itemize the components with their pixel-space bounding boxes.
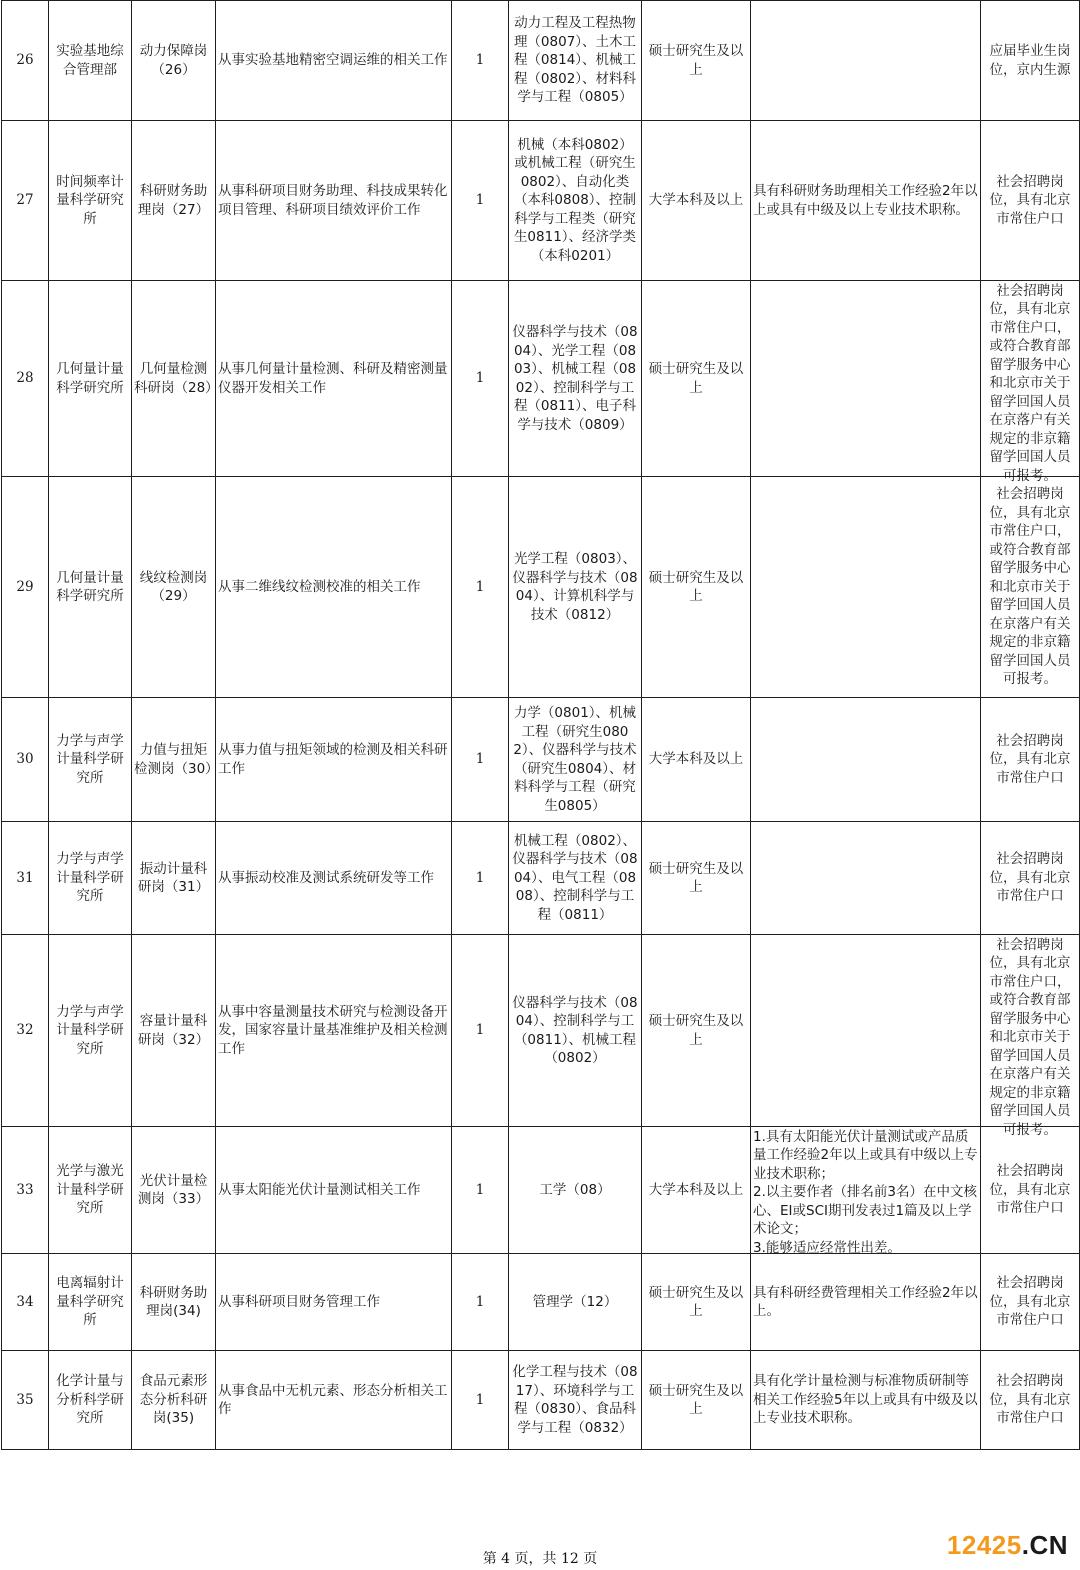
cell-count [452, 698, 509, 822]
cell-no-text: 34 [16, 1293, 34, 1310]
cell-no-text: 26 [16, 52, 34, 69]
cell-post [132, 822, 216, 935]
cell-count [452, 935, 509, 1127]
cell-count-text: 1 [475, 1391, 485, 1408]
cell-post [132, 698, 219, 822]
cell-other-requirements [751, 1254, 981, 1351]
cell-department [49, 1, 132, 121]
table-row [2, 698, 1080, 822]
cell-remark [981, 121, 1080, 281]
cell-remark [981, 477, 1080, 698]
cell-major-text: 光学工程（0803）、仪器科学与技术（0804）、计算机科学与技术（0812） [512, 551, 638, 623]
cell-no-text: 31 [16, 869, 34, 886]
site-watermark [947, 1530, 1068, 1561]
cell-post-text: 振动计量科研岗（31） [137, 860, 210, 895]
cell-no [2, 1254, 49, 1351]
cell-department-text: 力学与声学计量科学研究所 [56, 732, 124, 786]
cell-count-text: 1 [475, 578, 485, 595]
cell-count [452, 477, 509, 698]
cell-count [452, 1254, 509, 1351]
cell-education [642, 1127, 751, 1254]
cell-no [2, 698, 49, 822]
cell-education-text: 硕士研究生及以上 [648, 1284, 744, 1319]
cell-remark-text: 社会招聘岗位，具有北京市常住户口 [989, 173, 1071, 227]
cell-education [642, 822, 751, 935]
cell-no [2, 477, 49, 698]
cell-post-text: 光伏计量检测岗（33） [137, 1172, 210, 1207]
cell-post-text: 几何量检测科研岗（28） [134, 361, 219, 396]
watermark-domain: .CN [1021, 1530, 1068, 1560]
cell-major [509, 1, 642, 121]
cell-education-text: 硕士研究生及以上 [648, 1382, 744, 1417]
cell-major [509, 1351, 642, 1450]
cell-duty [216, 822, 452, 935]
cell-major-text: 动力工程及工程热物理（0807）、土木工程（0814）、机械工程（0802）、材料科学与工程（0805） [513, 15, 637, 106]
cell-other-requirements [751, 935, 981, 1127]
cell-post [132, 1, 216, 121]
cell-education [642, 281, 751, 477]
cell-post [132, 477, 216, 698]
cell-duty-text: 从事实验基地精密空调运维的相关工作 [218, 52, 448, 69]
cell-major [509, 121, 642, 281]
cell-department [49, 281, 132, 477]
watermark-number: 12425 [946, 1530, 1022, 1560]
cell-major-text: 力学（0801）、机械工程（研究生0802）、仪器科学与技术（研究生0804）、材料科学与工程（研究生0805） [513, 705, 637, 814]
cell-remark-text: 社会招聘岗位，具有北京市常住户口，或符合教育部留学服务中心和北京市关于留学回国人员在京落户有关规定的非京籍留学回国人员可报考。 [989, 282, 1071, 484]
cell-remark-text: 社会招聘岗位，具有北京市常住户口，或符合教育部留学服务中心和北京市关于留学回国人员在京落户有关规定的非京籍留学回国人员可报考。 [989, 486, 1071, 688]
cell-duty-text: 从事几何量计量检测、科研及精密测量仪器开发相关工作 [218, 361, 448, 396]
cell-remark [981, 822, 1080, 935]
cell-remark-text: 社会招聘岗位，具有北京市常住户口 [989, 1275, 1071, 1329]
cell-duty-text: 从事科研项目财务管理工作 [218, 1293, 380, 1310]
cell-count [452, 1351, 509, 1450]
cell-other-requirements [751, 121, 981, 281]
cell-major [509, 1127, 642, 1254]
cell-other-requirements-text: 具有科研经费管理相关工作经验2年以上。 [753, 1284, 978, 1319]
cell-remark [981, 698, 1080, 822]
cell-major [509, 281, 642, 477]
cell-other-requirements [751, 698, 981, 822]
cell-department [49, 1127, 132, 1254]
cell-post-text: 力值与扭矩检测岗（30） [134, 742, 219, 777]
cell-education [642, 698, 751, 822]
cell-other-requirements [751, 1351, 981, 1450]
cell-no-text: 27 [16, 192, 34, 209]
cell-post-text: 科研财务助理岗(34) [139, 1284, 208, 1319]
cell-count [452, 1, 509, 121]
cell-duty [216, 477, 452, 698]
table-row [2, 1351, 1080, 1450]
cell-department-text: 几何量计量科学研究所 [56, 361, 124, 396]
cell-post [132, 935, 216, 1127]
cell-no-text: 32 [16, 1022, 34, 1039]
cell-remark-text: 应届毕业生岗位，京内生源 [989, 43, 1071, 78]
cell-department [49, 822, 132, 935]
cell-education-text: 硕士研究生及以上 [648, 361, 744, 396]
cell-other-requirements [751, 822, 981, 935]
cell-other-requirements-text: 1.具有太阳能光伏计量测试或产品质量工作经验2年以上或具有中级以上专业技术职称； 2.以主要作者（排名前3名）在中文核心、EI或SCI期刊发表过1篇及以上学术论文； 3.能够适应经常性出差。 [753, 1128, 978, 1256]
cell-count [452, 121, 509, 281]
cell-duty [216, 1254, 452, 1351]
cell-post [132, 121, 216, 281]
cell-major-text: 仪器科学与技术（0804）、控制科学与工（0811）、机械工程（0802） [512, 994, 638, 1066]
cell-duty [216, 1, 452, 121]
cell-no-text: 30 [16, 751, 34, 768]
cell-department-text: 力学与声学计量科学研究所 [56, 851, 124, 905]
cell-other-requirements-text: 具有科研财务助理相关工作经验2年以上或具有中级及以上专业技术职称。 [753, 183, 978, 218]
cell-post [132, 1127, 216, 1254]
cell-education-text: 大学本科及以上 [648, 751, 744, 768]
cell-count-text: 1 [475, 1293, 485, 1310]
cell-major-text: 机械（本科0802）或机械工程（研究生0802）、自动化类（本科0808）、控制科学与工程类（研究生0811）、经济学类（本科0201） [513, 136, 637, 264]
cell-count [452, 281, 509, 477]
cell-no-text: 29 [16, 578, 34, 595]
cell-other-requirements-text: 具有化学计量检测与标准物质研制等相关工作经验5年以上或具有中级及以上专业技术职称。 [753, 1373, 978, 1427]
cell-post-text: 动力保障岗（26） [139, 43, 208, 78]
cell-duty [216, 1127, 452, 1254]
cell-major [509, 477, 642, 698]
cell-major [509, 822, 642, 935]
cell-duty-text: 从事二维线纹检测校准的相关工作 [218, 578, 421, 595]
cell-count-text: 1 [475, 1022, 485, 1039]
cell-department-text: 电离辐射计量科学研究所 [56, 1275, 124, 1329]
cell-count-text: 1 [475, 52, 485, 69]
cell-duty [216, 281, 452, 477]
table-row [2, 1, 1080, 121]
cell-education-text: 硕士研究生及以上 [648, 569, 744, 604]
cell-major-text: 化学工程与技术（0817）、环境科学与工程（0830）、食品科学与工程（0832） [512, 1364, 638, 1436]
cell-count-text: 1 [475, 869, 485, 886]
table-row [2, 477, 1080, 698]
cell-remark-text: 社会招聘岗位，具有北京市常住户口 [989, 851, 1071, 905]
cell-major-text: 工学（08） [539, 1181, 611, 1198]
cell-major-text: 管理学（12） [532, 1293, 618, 1310]
cell-duty-text: 从事太阳能光伏计量测试相关工作 [218, 1181, 421, 1198]
cell-education-text: 大学本科及以上 [648, 192, 744, 209]
cell-major [509, 698, 642, 822]
cell-department [49, 935, 132, 1127]
cell-count [452, 1127, 509, 1254]
table-row [2, 1254, 1080, 1351]
cell-major [509, 1254, 642, 1351]
cell-no [2, 1, 49, 121]
table-row [2, 1127, 1080, 1254]
cell-major-text: 仪器科学与技术（0804）、光学工程（0803）、机械工程（0802）、控制科学与工程（0811）、电子科学与技术（0809） [512, 324, 638, 433]
cell-count [452, 822, 509, 935]
cell-other-requirements [751, 477, 981, 698]
cell-education [642, 477, 751, 698]
cell-department-text: 力学与声学计量科学研究所 [56, 1003, 124, 1057]
cell-count-text: 1 [475, 751, 485, 768]
cell-department [49, 698, 132, 822]
cell-department-text: 实验基地综合管理部 [56, 43, 124, 78]
cell-post-text: 线纹检测岗（29） [139, 569, 208, 604]
cell-post-text: 科研财务助理岗（27） [137, 183, 210, 218]
cell-remark-text: 社会招聘岗位，具有北京市常住户口 [989, 1163, 1071, 1217]
cell-education-text: 硕士研究生及以上 [648, 860, 744, 895]
cell-department [49, 1351, 132, 1450]
cell-remark [981, 1351, 1080, 1450]
cell-remark-text: 社会招聘岗位，具有北京市常住户口，或符合教育部留学服务中心和北京市关于留学回国人员在京落户有关规定的非京籍留学回国人员可报考。 [989, 936, 1071, 1138]
cell-education-text: 硕士研究生及以上 [648, 43, 744, 78]
cell-duty [216, 1351, 452, 1450]
cell-count-text: 1 [475, 1181, 485, 1198]
cell-duty-text: 从事中容量测量技术研究与检测设备开发，国家容量计量基准维护及相关检测工作 [218, 1003, 448, 1057]
cell-post [132, 1254, 216, 1351]
recruitment-table [1, 0, 1080, 1450]
cell-duty-text: 从事力值与扭矩领域的检测及相关科研工作 [218, 742, 448, 777]
cell-no [2, 281, 49, 477]
cell-other-requirements [751, 1, 981, 121]
cell-education [642, 1, 751, 121]
cell-duty-text: 从事振动校准及测试系统研发等工作 [218, 869, 434, 886]
table-row [2, 935, 1080, 1127]
cell-duty [216, 935, 452, 1127]
cell-department-text: 几何量计量科学研究所 [56, 569, 124, 604]
cell-education [642, 121, 751, 281]
cell-no-text: 35 [16, 1391, 34, 1408]
cell-no [2, 1351, 49, 1450]
cell-remark [981, 1127, 1080, 1254]
cell-remark [981, 281, 1080, 484]
cell-remark-text: 社会招聘岗位，具有北京市常住户口 [989, 732, 1071, 786]
cell-duty-text: 从事科研项目财务助理、科技成果转化项目管理、科研项目绩效评价工作 [218, 183, 448, 218]
cell-other-requirements [751, 281, 981, 477]
cell-remark [981, 1254, 1080, 1351]
cell-department-text: 时间频率计量科学研究所 [56, 173, 124, 227]
cell-major-text: 机械工程（0802）、仪器科学与技术（0804）、电气工程（0808）、控制科学与工程（0811） [512, 832, 638, 923]
cell-no [2, 935, 49, 1127]
cell-no-text: 33 [16, 1181, 34, 1198]
cell-duty-text: 从事食品中无机元素、形态分析相关工作 [218, 1382, 448, 1417]
table-row [2, 822, 1080, 935]
cell-remark-text: 社会招聘岗位，具有北京市常住户口 [989, 1373, 1071, 1427]
cell-department [49, 121, 132, 281]
cell-no-text: 28 [16, 370, 34, 387]
cell-post-text: 容量计量科研岗（32） [137, 1013, 210, 1048]
cell-education-text: 硕士研究生及以上 [648, 1013, 744, 1048]
cell-department [49, 477, 132, 698]
table-row [2, 121, 1080, 281]
cell-remark [981, 935, 1080, 1138]
cell-no [2, 1127, 49, 1254]
cell-no [2, 822, 49, 935]
cell-post [132, 1351, 216, 1450]
cell-duty [216, 698, 452, 822]
cell-no [2, 121, 49, 281]
cell-education-text: 大学本科及以上 [648, 1181, 744, 1198]
page-number: 第 4 页，共 12 页 [482, 1551, 598, 1567]
cell-count-text: 1 [475, 370, 485, 387]
cell-department-text: 光学与激光计量科学研究所 [56, 1163, 124, 1217]
cell-remark [981, 1, 1080, 121]
cell-major [509, 935, 642, 1127]
table-row [2, 281, 1080, 477]
cell-education [642, 1351, 751, 1450]
cell-education [642, 1254, 751, 1351]
cell-other-requirements [751, 1127, 981, 1254]
cell-count-text: 1 [475, 192, 485, 209]
cell-department-text: 化学计量与分析科学研究所 [56, 1373, 124, 1427]
cell-post-text: 食品元素形态分析科研岗(35) [139, 1373, 208, 1427]
cell-education [642, 935, 751, 1127]
cell-duty [216, 121, 452, 281]
cell-post [132, 281, 219, 477]
cell-department [49, 1254, 132, 1351]
